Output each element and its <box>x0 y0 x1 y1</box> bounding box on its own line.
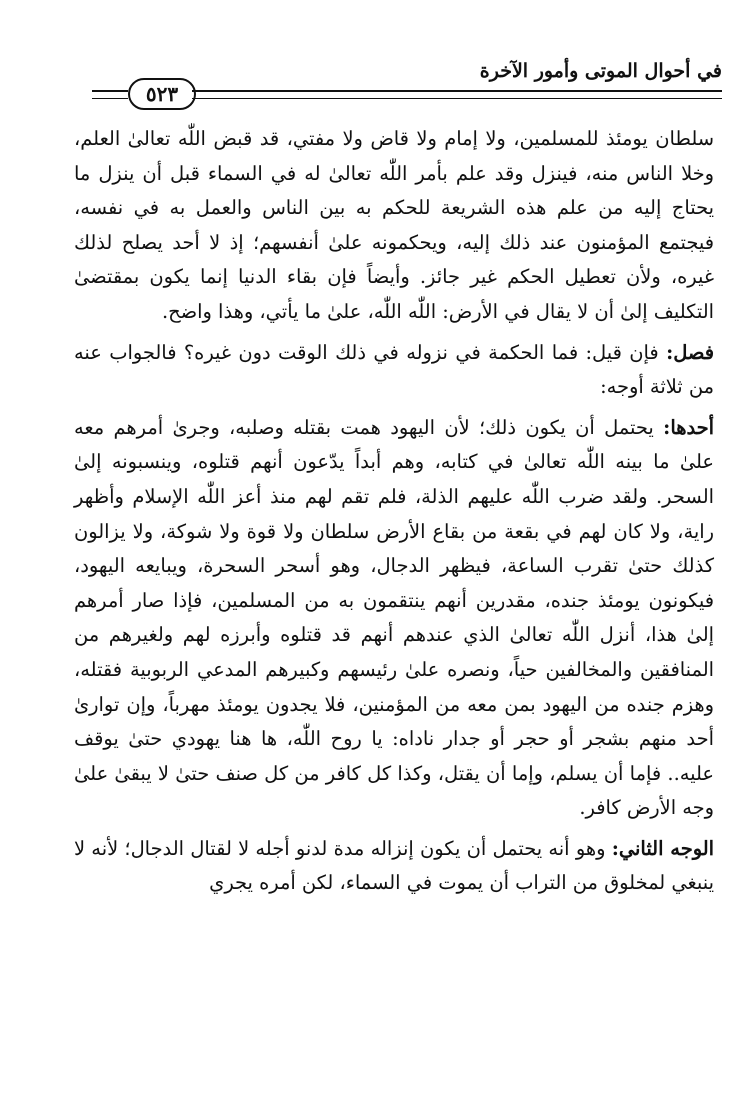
page-header <box>92 60 722 108</box>
paragraph-2-lead: فصل: <box>666 340 714 364</box>
header-rule-left <box>92 90 128 99</box>
page-number: ٥٢٣ <box>128 78 196 110</box>
paragraph-2 <box>74 336 714 405</box>
paragraph-3-lead: أحدها: <box>663 415 714 439</box>
running-title: في أحوال الموتى وأمور الآخرة <box>479 60 722 82</box>
paragraph-3 <box>74 411 714 826</box>
paragraph-4 <box>74 832 714 901</box>
paragraph-4-lead: الوجه الثاني: <box>611 836 715 860</box>
paragraph-4-text: وهو أنه يحتمل أن يكون إنزاله مدة لدنو أجله لا لقتال الدجال؛ لأنه لا ينبغي لمخلوق من التراب أن يموت في السماء، لكن أمره يجري <box>74 836 714 895</box>
paragraph-1 <box>74 122 714 330</box>
paragraph-1-text: سلطان يومئذ للمسلمين، ولا إمام ولا قاض ولا مفتي، قد قبض اللّٰه تعالىٰ العلم، وخلا الناس منه، فينزل وقد علم بأمر اللّٰه تعالىٰ له في السماء قبل أن ينزل ما يحتاج إليه من علم هذه الشريعة للحكم به بين الناس والعمل به في نفسه، فيجتمع المؤمنون عند ذلك إليه، ويحكمونه علىٰ أنفسهم؛ إذ لا أحد يصلح لذلك غيره، ولأن تعطيل الحكم غير جائز. وأيضاً فإن بقاء الدنيا إنما يكون بمقتضىٰ التكليف إلىٰ أن لا يقال في الأرض: اللّٰه اللّٰه، علىٰ ما يأتي، وهذا واضح. <box>74 127 714 323</box>
paragraph-3-text: يحتمل أن يكون ذلك؛ لأن اليهود همت بقتله وصلبه، وجرىٰ أمرهم معه علىٰ ما بينه اللّٰه تعالىٰ في كتابه، وهم أبداً يدّعون أنهم قتلوه، وينسبونه إلىٰ السحر. ولقد ضرب اللّٰه عليهم الذلة، فلم تقم لهم منذ أعز اللّٰه الإسلام وأظهر راية، ولا كان لهم في بقعة من بقاع الأرض سلطان ولا قوة ولا شوكة، ولا يزالون كذلك حتىٰ تقرب الساعة، فيظهر الدجال، وهو أسحر السحرة، ويبايعه اليهود، فيكونون يومئذ جنده، مقدرين أنهم ينتقمون به من المسلمين، فإذا صار أمرهم إلىٰ هذا، أنزل اللّٰه تعالىٰ الذي عندهم أنهم قد قتلوه وأبرزه لهم ولغيرهم من المنافقين والمخالفين حياً، ونصره علىٰ رئيسهم وكبيرهم المدعي الربوبية فقتله، وهزم جنده من اليهود بمن معه من المؤمنين، فلا يجدون يومئذ مهرباً، وإن توارىٰ أحد منهم بشجر أو حجر أو جدار ناداه: يا روح اللّٰه، ها هنا يهودي حتىٰ يوقف عليه.. فإما أن يسلم، وإما أن يقتل، وكذا كل كافر من كل صنف حتىٰ لا يبقىٰ علىٰ وجه الأرض كافر. <box>74 415 714 820</box>
paragraph-2-text: فإن قيل: فما الحكمة في نزوله في ذلك الوقت دون غيره؟ فالجواب عنه من ثلاثة أوجه: <box>74 340 714 399</box>
header-rule <box>192 90 722 99</box>
main-text <box>74 122 714 901</box>
